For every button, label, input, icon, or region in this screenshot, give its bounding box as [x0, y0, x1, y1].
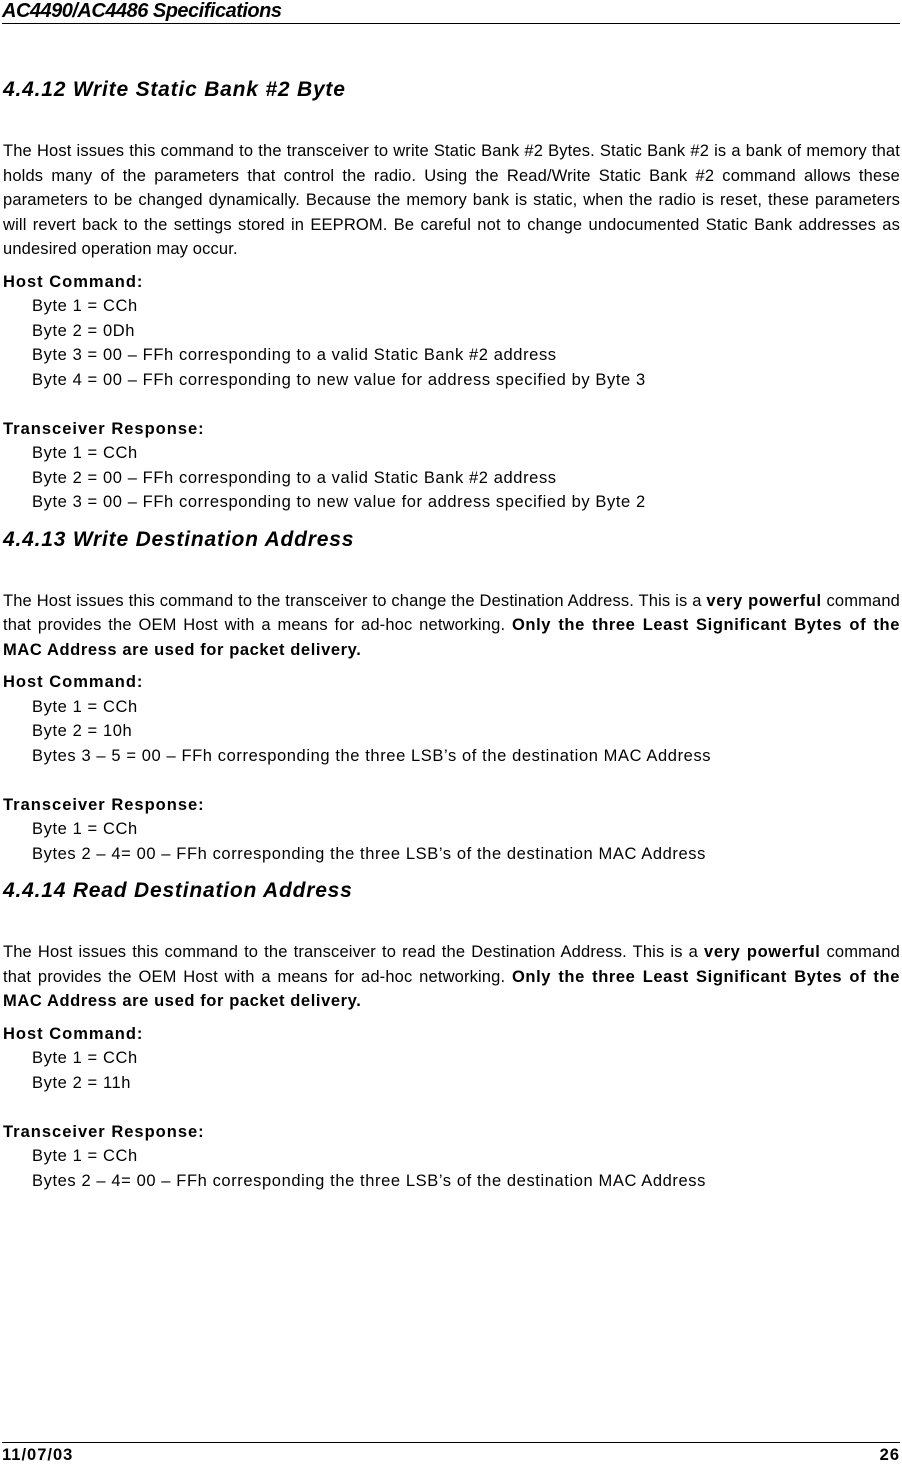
section-write-static-bank: [3, 75, 900, 515]
response-line: Bytes 2 – 4= 00 – FFh corresponding the three LSB’s of the destination MAC Address: [32, 1171, 706, 1190]
command-line: Byte 2 = 11h: [32, 1073, 132, 1092]
document-title: AC4490/AC4486 Specifications: [2, 0, 282, 22]
section-write-destination-address: [3, 525, 900, 867]
response-line: Byte 1 = CCh: [32, 820, 138, 838]
section-description: The Host issues this command to the transceiver to change the Destination Address. This is a very powerful command that provides the OEM Host with a means for ad-hoc networking. Only the three Least Significant Bytes of the MAC Address are used for packet delivery.: [3, 591, 900, 659]
page-content: [3, 75, 900, 1193]
emphasis-text: Only the three Least Significant Bytes of the MAC Address are used for packet delivery.: [3, 616, 900, 659]
host-command-label: Host Command:: [3, 272, 144, 291]
section-description: The Host issues this command to the transceiver to write Static Bank #2 Bytes. Static Bank #2 is a bank of memory that holds many of the parameters that control the radio. Using the Read/Write Static Bank #2 command allows these parameters to be changed dynamically. Because the memory bank is static, when the radio is reset, these parameters will revert back to the settings stored in EEPROM. Be careful not to change undocumented Static Bank addresses as undesired operation may occur.: [3, 142, 900, 258]
command-line: Byte 1 = CCh: [32, 1049, 138, 1067]
host-command-label: Host Command:: [3, 673, 144, 691]
command-line: Byte 4 = 00 – FFh corresponding to new value for address specified by Byte 3: [32, 370, 646, 389]
section-description: The Host issues this command to the transceiver to read the Destination Address. This is a very powerful command that provides the OEM Host with a means for ad-hoc networking. Only the three Least Significant Bytes of the MAC Address are used for packet delivery.: [3, 943, 900, 1010]
host-command-label: Host Command:: [3, 1024, 144, 1043]
transceiver-response-label: Transceiver Response:: [3, 419, 205, 438]
response-line: Byte 1 = CCh: [32, 1147, 138, 1165]
emphasis-text: very powerful: [704, 943, 821, 961]
response-line: Byte 2 = 00 – FFh corresponding to a valid Static Bank #2 address: [32, 468, 557, 487]
page-header: [2, 0, 900, 24]
transceiver-response-label: Transceiver Response:: [3, 1122, 205, 1141]
section-heading: 4.4.13 Write Destination Address: [3, 527, 355, 551]
command-line: Bytes 3 – 5 = 00 – FFh corresponding the three LSB’s of the destination MAC Address: [32, 746, 712, 765]
transceiver-response-label: Transceiver Response:: [3, 795, 205, 814]
section-heading: 4.4.12 Write Static Bank #2 Byte: [3, 78, 346, 101]
response-line: Bytes 2 – 4= 00 – FFh corresponding the three LSB’s of the destination MAC Address: [32, 844, 706, 863]
command-line: Byte 2 = 10h: [32, 722, 133, 740]
section-heading: 4.4.14 Read Destination Address: [3, 879, 353, 902]
footer-date: 11/07/03: [2, 1446, 74, 1464]
response-line: Byte 1 = CCh: [32, 444, 138, 462]
section-read-destination-address: [3, 876, 900, 1193]
page-footer: [2, 1442, 900, 1465]
command-line: Byte 2 = 0Dh: [32, 321, 136, 340]
command-line: Byte 1 = CCh: [32, 297, 138, 315]
response-line: Byte 3 = 00 – FFh corresponding to new value for address specified by Byte 2: [32, 493, 646, 511]
command-line: Byte 3 = 00 – FFh corresponding to a valid Static Bank #2 address: [32, 346, 557, 364]
emphasis-text: very powerful: [706, 591, 822, 610]
page-number: 26: [879, 1446, 900, 1464]
command-line: Byte 1 = CCh: [32, 697, 138, 716]
emphasis-text: Only the three Least Significant Bytes of the MAC Address are used for packet delivery.: [3, 967, 900, 1010]
